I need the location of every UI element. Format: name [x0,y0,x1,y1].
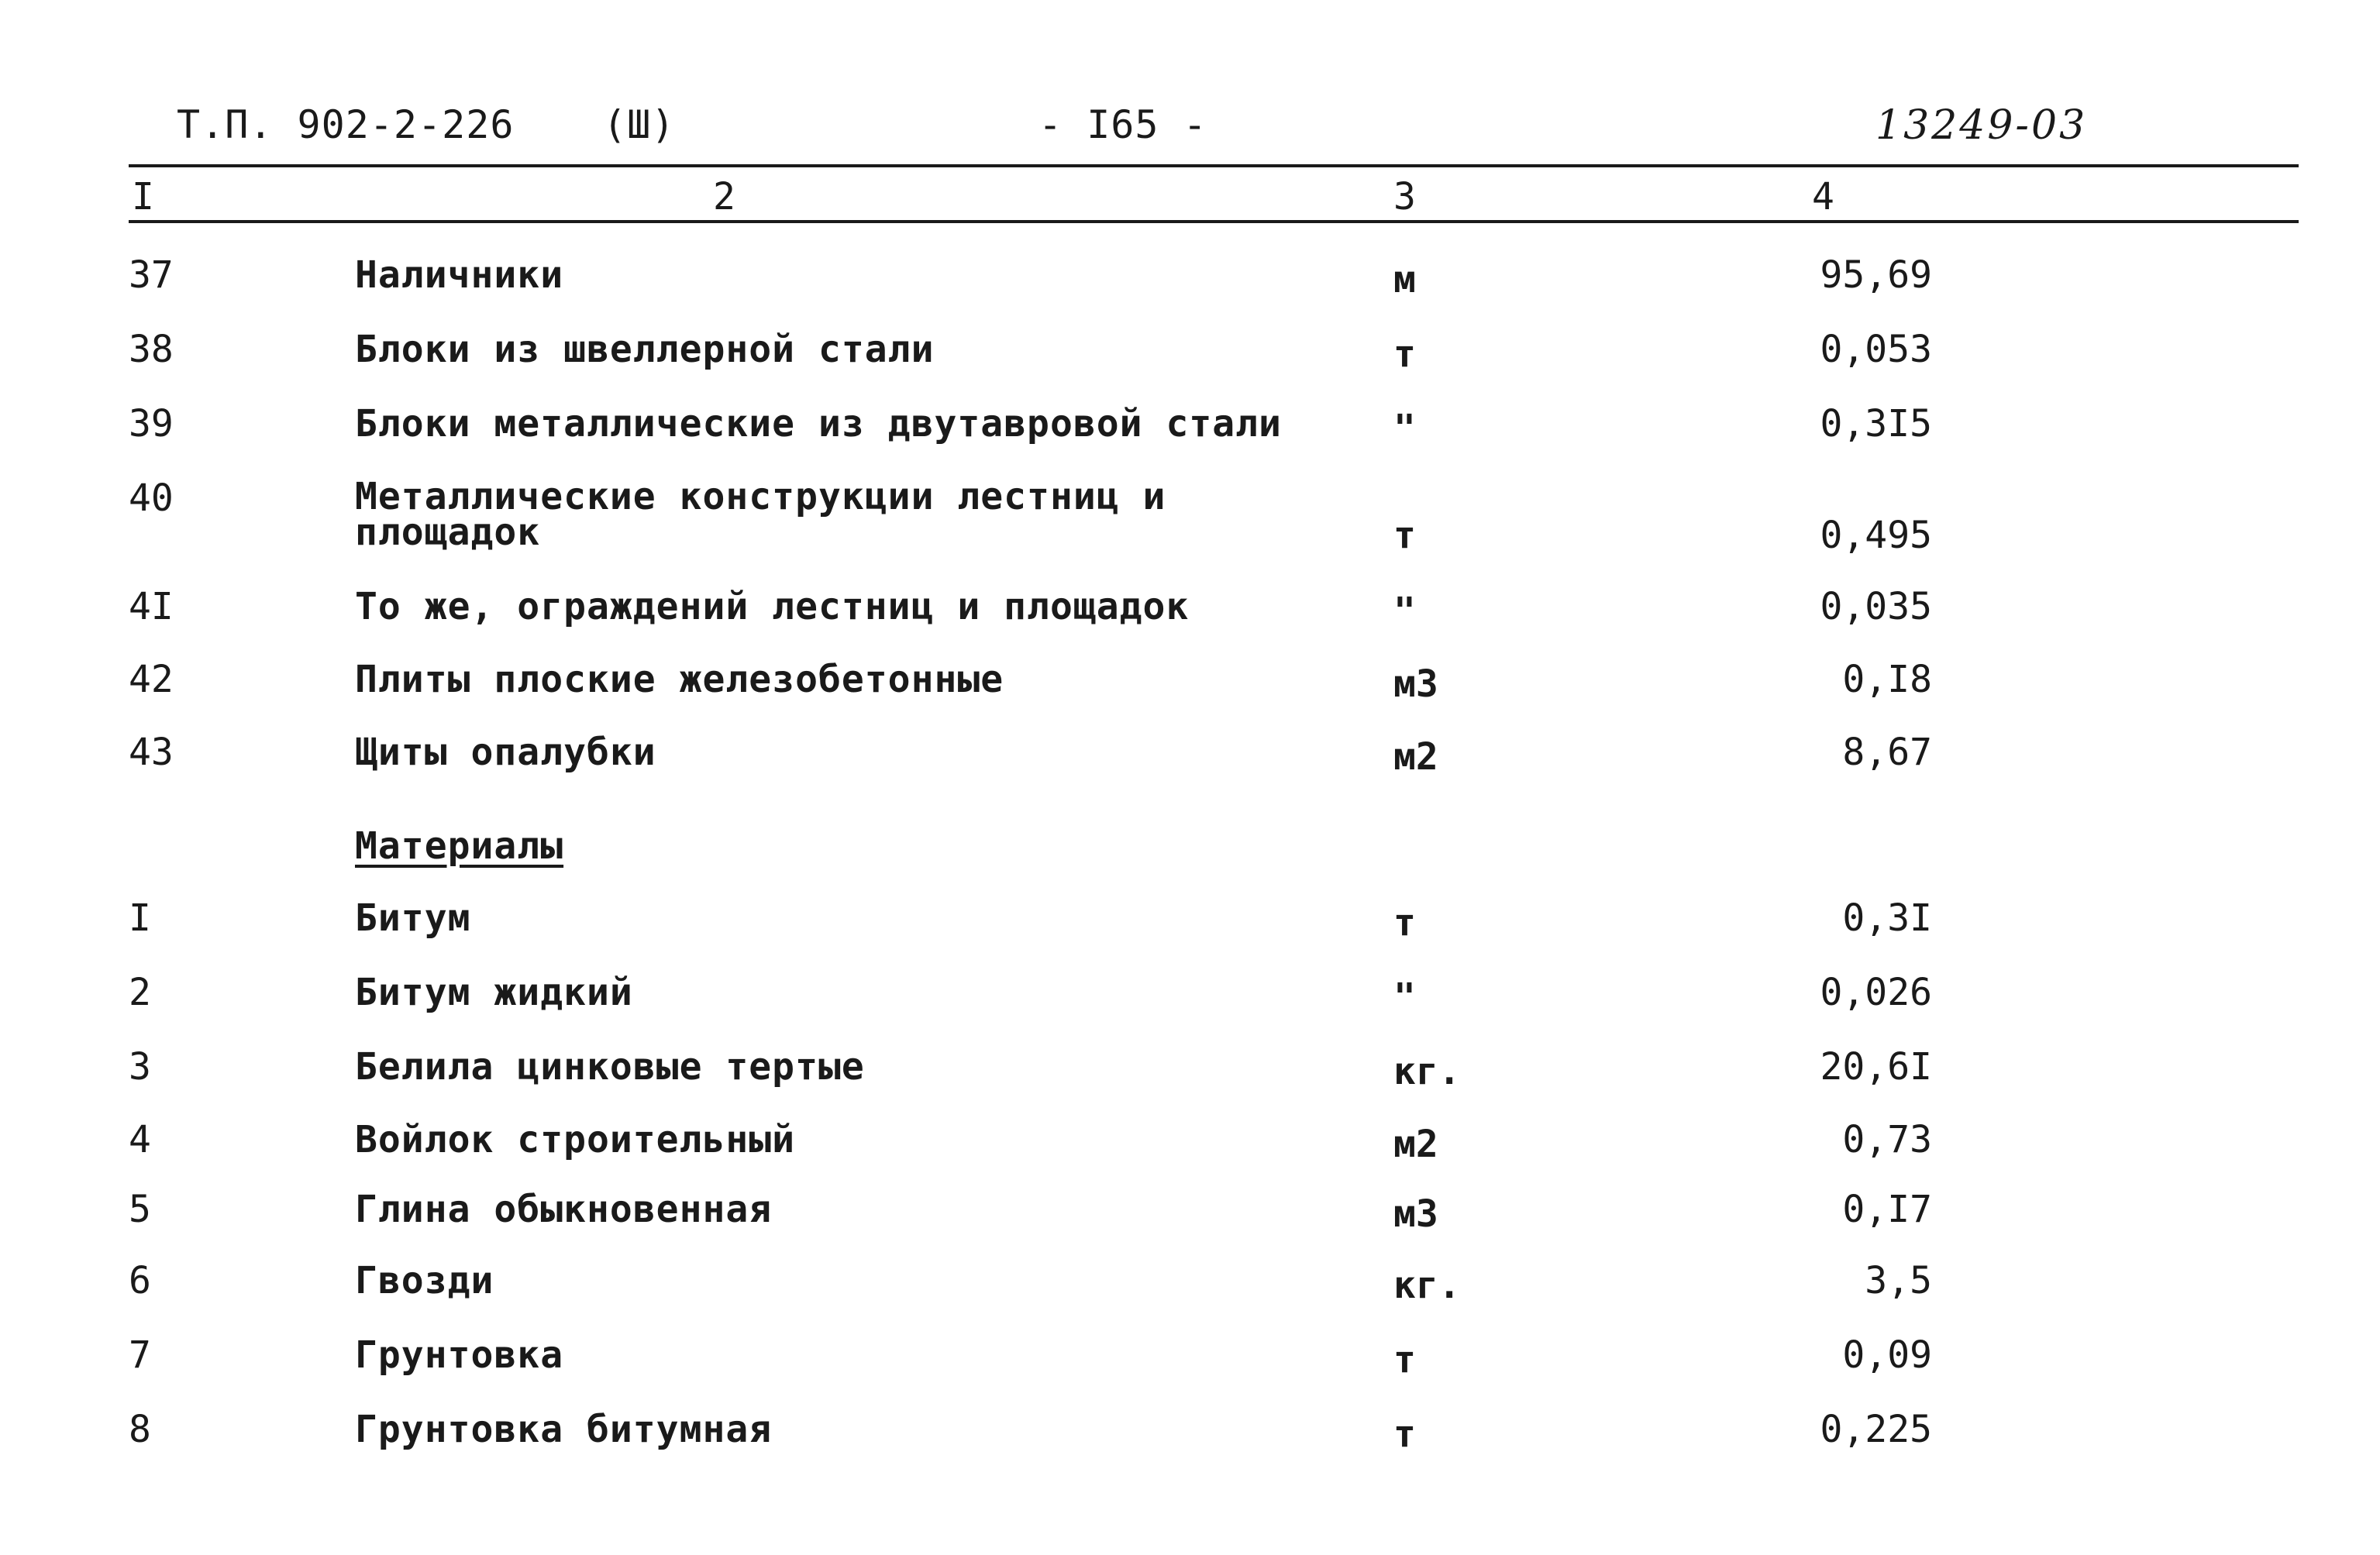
row-quantity: 3,5 [1865,1259,1932,1302]
row-number: 42 [129,658,174,701]
row-number: 2 [129,971,151,1014]
row-unit: т [1393,901,1416,944]
row-quantity: 0,026 [1820,971,1932,1014]
row-name-line-2: площадок [355,511,541,554]
row-number: 4I [129,585,174,628]
row-unit: м3 [1393,1192,1438,1236]
row-quantity: 0,035 [1820,585,1932,628]
row-name: Битум [355,896,471,940]
row-number: 5 [129,1188,151,1231]
table-row [0,1120,2380,1175]
row-unit: " [1393,975,1416,1019]
row-unit: м [1393,258,1416,301]
row-quantity: 0,3I [1842,896,1932,940]
materials-section-title: Материалы [355,824,564,868]
row-quantity: 0,053 [1820,328,1932,371]
table-row [0,404,2380,459]
row-name: Наличники [355,253,564,297]
table-row [0,733,2380,787]
row-quantity: 0,73 [1842,1118,1932,1161]
row-unit: т [1393,1338,1416,1381]
inventory-number: 13249-03 [1875,102,2088,149]
table-row [0,973,2380,1027]
column-number-3: 3 [1393,175,1416,218]
row-quantity: 0,225 [1820,1408,1932,1451]
row-name: Глина обыкновенная [355,1188,773,1231]
top-rule [129,164,2299,167]
row-unit: т [1393,514,1416,557]
table-row [0,253,2380,310]
row-name: Грунтовка [355,1333,564,1377]
row-number: 3 [129,1045,151,1089]
table-row [0,475,2380,564]
row-unit: т [1393,1412,1416,1456]
row-name: Войлок строительный [355,1118,796,1161]
row-quantity: 8,67 [1842,731,1932,774]
row-unit: кг. [1393,1050,1461,1093]
column-header-rule [129,220,2299,223]
table-row [0,896,2380,953]
row-unit: кг. [1393,1264,1461,1307]
row-name [355,475,1166,554]
row-number: I [129,896,151,940]
row-quantity: 0,I7 [1842,1188,1932,1231]
row-quantity: 20,6I [1820,1045,1932,1089]
row-name: Белила цинковые тертые [355,1045,865,1089]
column-number-1: I [132,175,154,218]
column-number-2: 2 [713,175,735,218]
volume-mark: (Ш) [603,102,676,147]
row-unit: " [1393,407,1416,450]
row-number: 7 [129,1333,151,1377]
row-quantity: 0,3I5 [1820,402,1932,446]
row-quantity: 0,495 [1820,514,1932,557]
row-unit: т [1393,332,1416,376]
row-number: 40 [129,476,174,520]
column-number-4: 4 [1812,175,1834,218]
doc-code: Т.П. 902-2-226 [177,102,515,147]
row-number: 43 [129,731,174,774]
table-row [0,1333,2380,1390]
table-row [0,330,2380,384]
row-unit: " [1393,590,1416,633]
table-row [0,1261,2380,1316]
row-name: Грунтовка битумная [355,1408,773,1451]
row-quantity: 95,69 [1820,253,1932,297]
row-unit: м3 [1393,662,1438,706]
table-row [0,1190,2380,1244]
row-name: Блоки металлические из двутавровой стали [355,402,1282,446]
row-unit: м2 [1393,1123,1438,1166]
row-name-line-1: Металлические конструкции лестниц и [355,475,1166,518]
table-row [0,1045,2380,1102]
page-number: - I65 - [1038,102,1207,147]
row-name: Битум жидкий [355,971,633,1014]
row-name: Блоки из швеллерной стали [355,328,935,371]
row-quantity: 0,I8 [1842,658,1932,701]
row-number: 39 [129,402,174,446]
row-number: 8 [129,1408,151,1451]
row-name: То же, ограждений лестниц и площадок [355,585,1190,628]
row-number: 6 [129,1259,151,1302]
row-name: Щиты опалубки [355,731,656,774]
table-row [0,660,2380,714]
row-unit: м2 [1393,735,1438,779]
row-number: 38 [129,328,174,371]
row-quantity: 0,09 [1842,1333,1932,1377]
table-row [0,1410,2380,1464]
row-number: 37 [129,253,174,297]
table-row [0,587,2380,642]
row-name: Гвозди [355,1259,494,1302]
row-name: Плиты плоские железобетонные [355,658,1004,701]
row-number: 4 [129,1118,151,1161]
